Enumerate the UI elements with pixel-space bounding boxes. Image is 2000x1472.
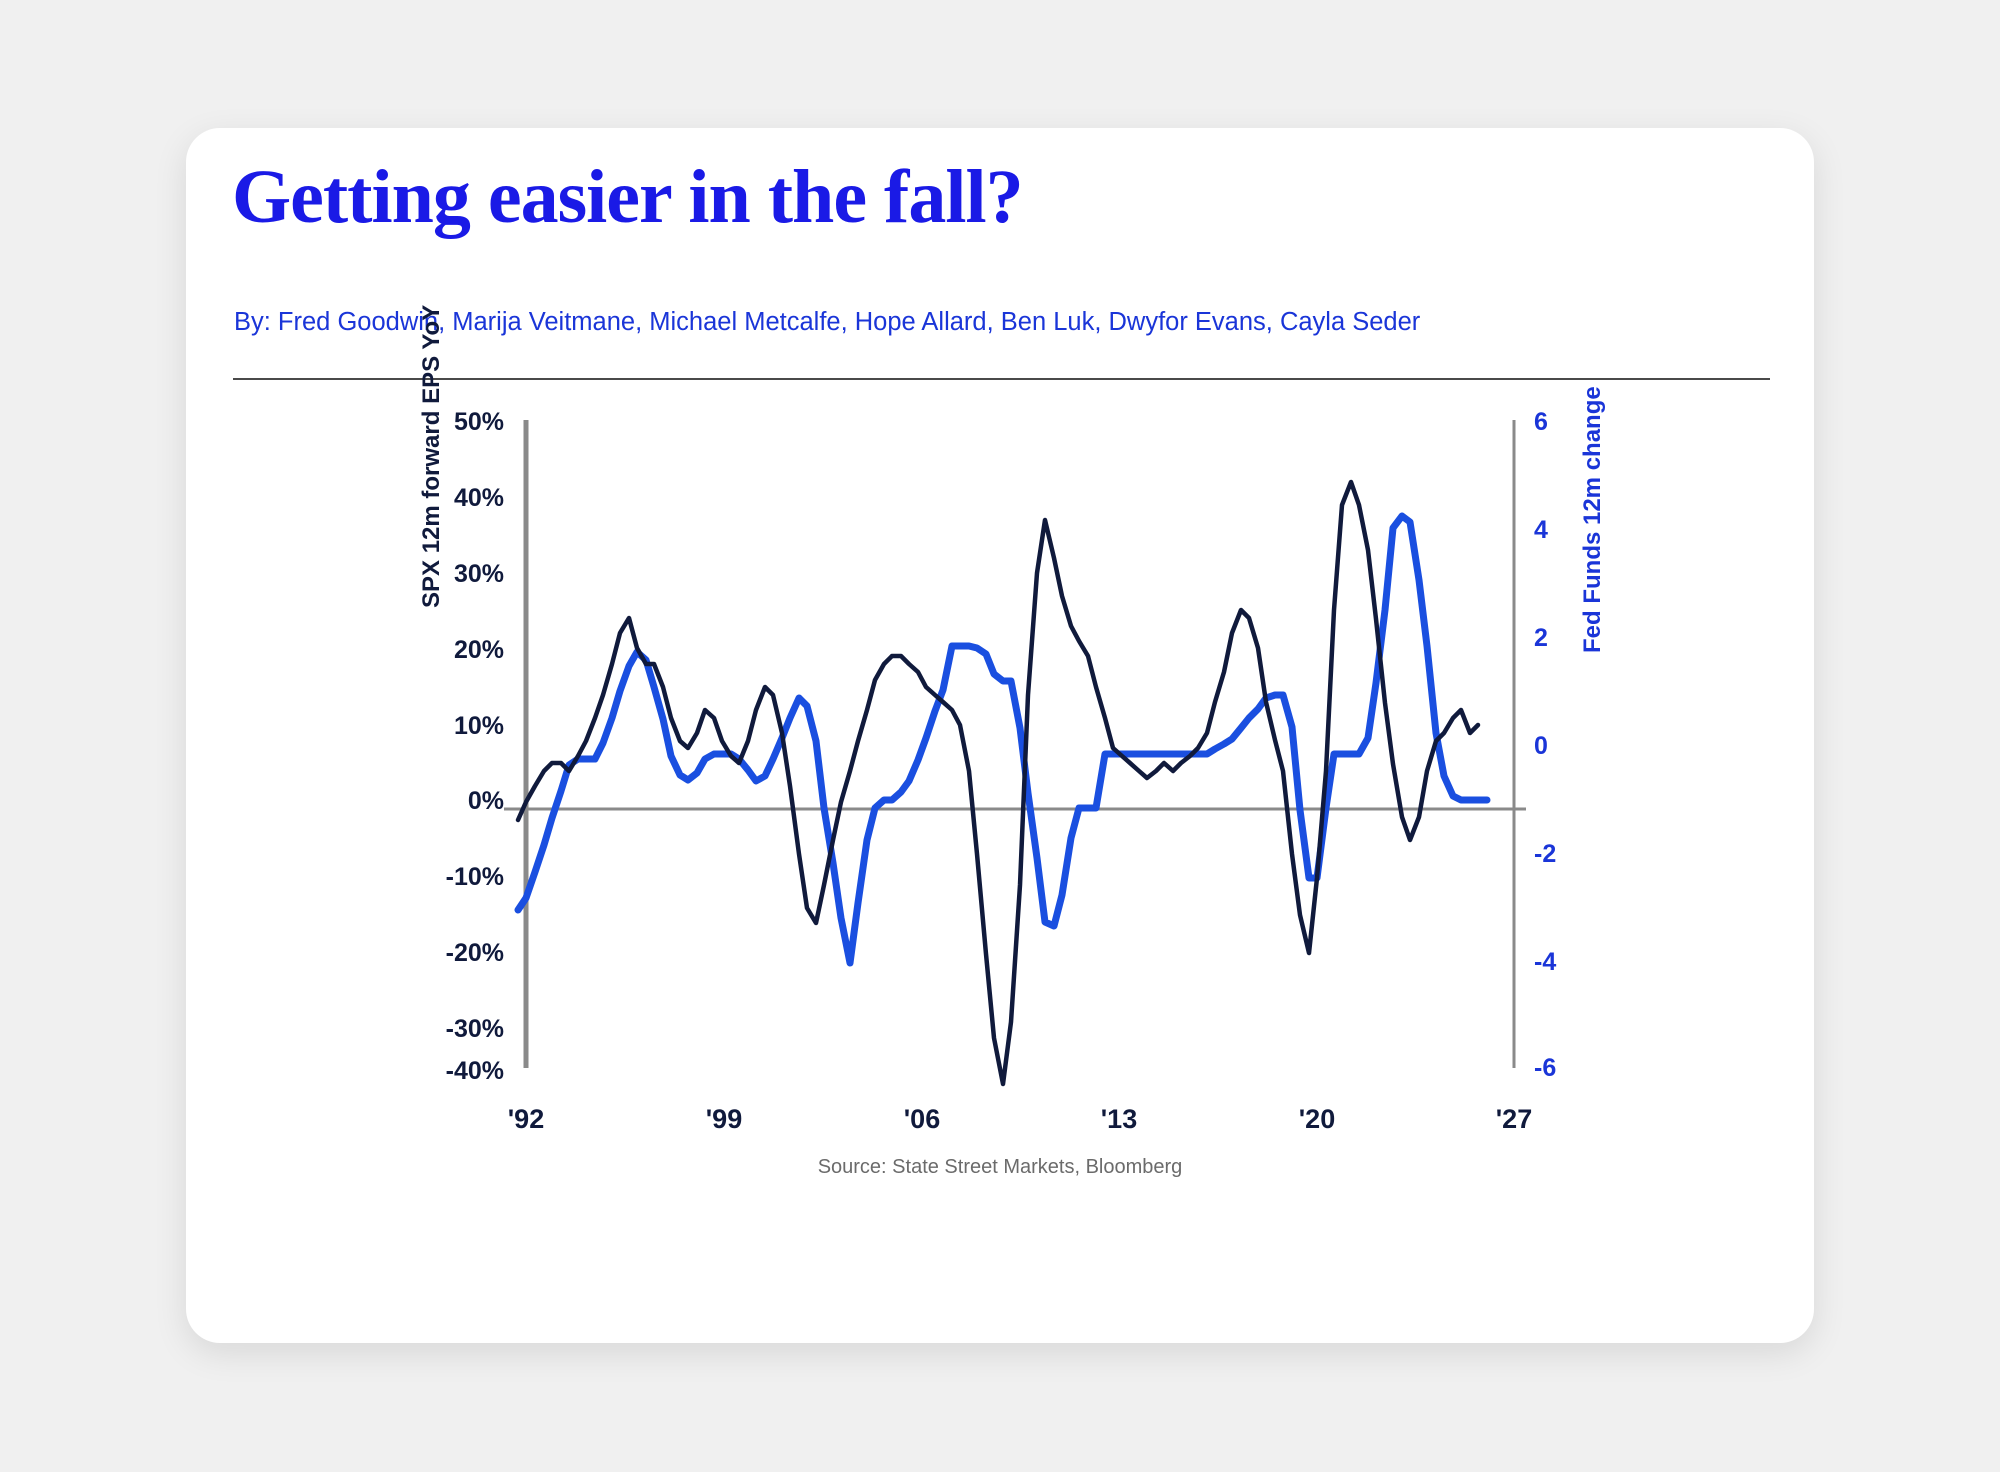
svg-text:2: 2 [1534, 624, 1548, 652]
svg-text:'13: '13 [1100, 1104, 1138, 1134]
svg-text:-40%: -40% [445, 1057, 504, 1085]
y-axis-right-ticks [1534, 408, 1556, 1082]
svg-text:'27: '27 [1495, 1104, 1533, 1134]
page-title: Getting easier in the fall? [232, 155, 1023, 239]
series-spx-eps-line [518, 482, 1478, 1084]
svg-text:0: 0 [1534, 732, 1548, 760]
header-divider [233, 378, 1770, 380]
article-card [186, 128, 1814, 1343]
svg-text:'06: '06 [903, 1104, 941, 1134]
svg-text:0%: 0% [467, 787, 504, 815]
svg-text:-20%: -20% [445, 939, 504, 967]
svg-text:-6: -6 [1534, 1054, 1557, 1082]
line-chart [186, 398, 1814, 1134]
svg-text:6: 6 [1534, 408, 1548, 436]
svg-text:-4: -4 [1534, 948, 1557, 976]
svg-text:-30%: -30% [445, 1015, 504, 1043]
byline: By: Fred Goodwin, Marija Veitmane, Michael Metcalfe, Hope Allard, Ben Luk, Dwyfor Evans, Cayla Seder [234, 308, 1421, 336]
svg-text:20%: 20% [453, 636, 504, 664]
svg-text:'92: '92 [507, 1104, 545, 1134]
svg-text:50%: 50% [453, 408, 504, 436]
chart-canvas [186, 398, 1814, 1134]
svg-text:-2: -2 [1534, 840, 1557, 868]
svg-text:'99: '99 [705, 1104, 743, 1134]
svg-text:'20: '20 [1298, 1104, 1336, 1134]
svg-text:30%: 30% [453, 560, 504, 588]
svg-text:4: 4 [1534, 516, 1548, 544]
svg-text:40%: 40% [453, 484, 504, 512]
x-axis-ticks [508, 1104, 1532, 1134]
source-note: Source: State Street Markets, Bloomberg [817, 1156, 1183, 1178]
svg-text:10%: 10% [453, 712, 504, 740]
y-axis-right-title: Fed Funds 12m change [1579, 386, 1606, 653]
svg-text:-10%: -10% [445, 863, 504, 891]
series-fed-funds-line [518, 516, 1487, 963]
y-axis-left-ticks [446, 408, 504, 1085]
y-axis-left-title: SPX 12m forward EPS YoY [418, 304, 445, 608]
